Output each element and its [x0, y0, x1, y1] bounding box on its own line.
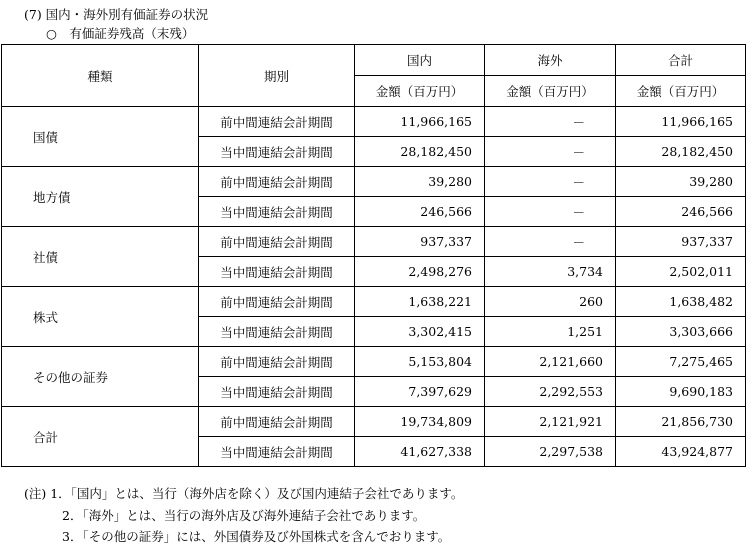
category-cell: その他の証券: [2, 347, 199, 407]
overseas-amount-cell: 2,121,660: [485, 347, 616, 377]
domestic-amount-cell: 39,280: [355, 167, 485, 197]
header-domestic: 国内: [355, 45, 485, 76]
domestic-amount-cell: 2,498,276: [355, 257, 485, 287]
period-cell: 当中間連結会計期間: [199, 377, 355, 407]
period-cell: 当中間連結会計期間: [199, 257, 355, 287]
domestic-amount-cell: 3,302,415: [355, 317, 485, 347]
period-cell: 前中間連結会計期間: [199, 407, 355, 437]
total-amount-cell: 28,182,450: [616, 137, 746, 167]
table-row: [2, 407, 746, 437]
overseas-amount-cell: －: [485, 197, 616, 227]
overseas-amount-cell: 3,734: [485, 257, 616, 287]
category-cell: 合計: [2, 407, 199, 467]
domestic-amount-cell: 19,734,809: [355, 407, 485, 437]
section-heading: (7) 国内・海外別有価証券の状況: [24, 7, 209, 22]
total-amount-cell: 11,966,165: [616, 107, 746, 137]
total-amount-cell: 21,856,730: [616, 407, 746, 437]
period-cell: 当中間連結会計期間: [199, 437, 355, 467]
overseas-amount-cell: 2,297,538: [485, 437, 616, 467]
domestic-amount-cell: 11,966,165: [355, 107, 485, 137]
period-cell: 当中間連結会計期間: [199, 137, 355, 167]
period-cell: 前中間連結会計期間: [199, 287, 355, 317]
note-1: (注) 1．「国内」とは、当行（海外店を除く）及び国内連結子会社であります。: [24, 486, 464, 501]
table-row: [2, 347, 746, 377]
category-cell: 社債: [2, 227, 199, 287]
period-cell: 前中間連結会計期間: [199, 227, 355, 257]
period-cell: 当中間連結会計期間: [199, 317, 355, 347]
total-amount-cell: 3,303,666: [616, 317, 746, 347]
domestic-amount-cell: 1,638,221: [355, 287, 485, 317]
total-amount-cell: 43,924,877: [616, 437, 746, 467]
header-overseas: 海外: [485, 45, 616, 76]
period-cell: 前中間連結会計期間: [199, 167, 355, 197]
overseas-amount-cell: 1,251: [485, 317, 616, 347]
domestic-amount-cell: 5,153,804: [355, 347, 485, 377]
securities-balance-table: [1, 44, 746, 467]
total-amount-cell: 39,280: [616, 167, 746, 197]
period-cell: 前中間連結会計期間: [199, 347, 355, 377]
overseas-amount-cell: －: [485, 107, 616, 137]
note-2: 2．「海外」とは、当行の海外店及び海外連結子会社であります。: [62, 508, 426, 523]
domestic-amount-cell: 7,397,629: [355, 377, 485, 407]
total-amount-cell: 937,337: [616, 227, 746, 257]
header-domestic-unit: 金額（百万円）: [355, 76, 485, 107]
overseas-amount-cell: －: [485, 167, 616, 197]
header-total: 合計: [616, 45, 746, 76]
period-cell: 前中間連結会計期間: [199, 107, 355, 137]
total-amount-cell: 246,566: [616, 197, 746, 227]
category-cell: 株式: [2, 287, 199, 347]
domestic-amount-cell: 28,182,450: [355, 137, 485, 167]
overseas-amount-cell: 2,121,921: [485, 407, 616, 437]
category-cell: 国債: [2, 107, 199, 167]
total-amount-cell: 2,502,011: [616, 257, 746, 287]
header-period: 期別: [199, 45, 355, 107]
table-body: [2, 107, 746, 467]
table-row: [2, 107, 746, 137]
overseas-amount-cell: 2,292,553: [485, 377, 616, 407]
period-cell: 当中間連結会計期間: [199, 197, 355, 227]
header-overseas-unit: 金額（百万円）: [485, 76, 616, 107]
domestic-amount-cell: 937,337: [355, 227, 485, 257]
total-amount-cell: 1,638,482: [616, 287, 746, 317]
table-row: [2, 287, 746, 317]
table-subheading: ○ 有価証券残高（末残）: [46, 26, 195, 41]
overseas-amount-cell: 260: [485, 287, 616, 317]
overseas-amount-cell: －: [485, 227, 616, 257]
table-row: [2, 227, 746, 257]
category-cell: 地方債: [2, 167, 199, 227]
total-amount-cell: 9,690,183: [616, 377, 746, 407]
note-3: 3．「その他の証券」には、外国債券及び外国株式を含んでおります。: [62, 529, 451, 544]
domestic-amount-cell: 246,566: [355, 197, 485, 227]
header-category: 種類: [2, 45, 199, 107]
header-total-unit: 金額（百万円）: [616, 76, 746, 107]
domestic-amount-cell: 41,627,338: [355, 437, 485, 467]
total-amount-cell: 7,275,465: [616, 347, 746, 377]
table-row: [2, 167, 746, 197]
overseas-amount-cell: －: [485, 137, 616, 167]
